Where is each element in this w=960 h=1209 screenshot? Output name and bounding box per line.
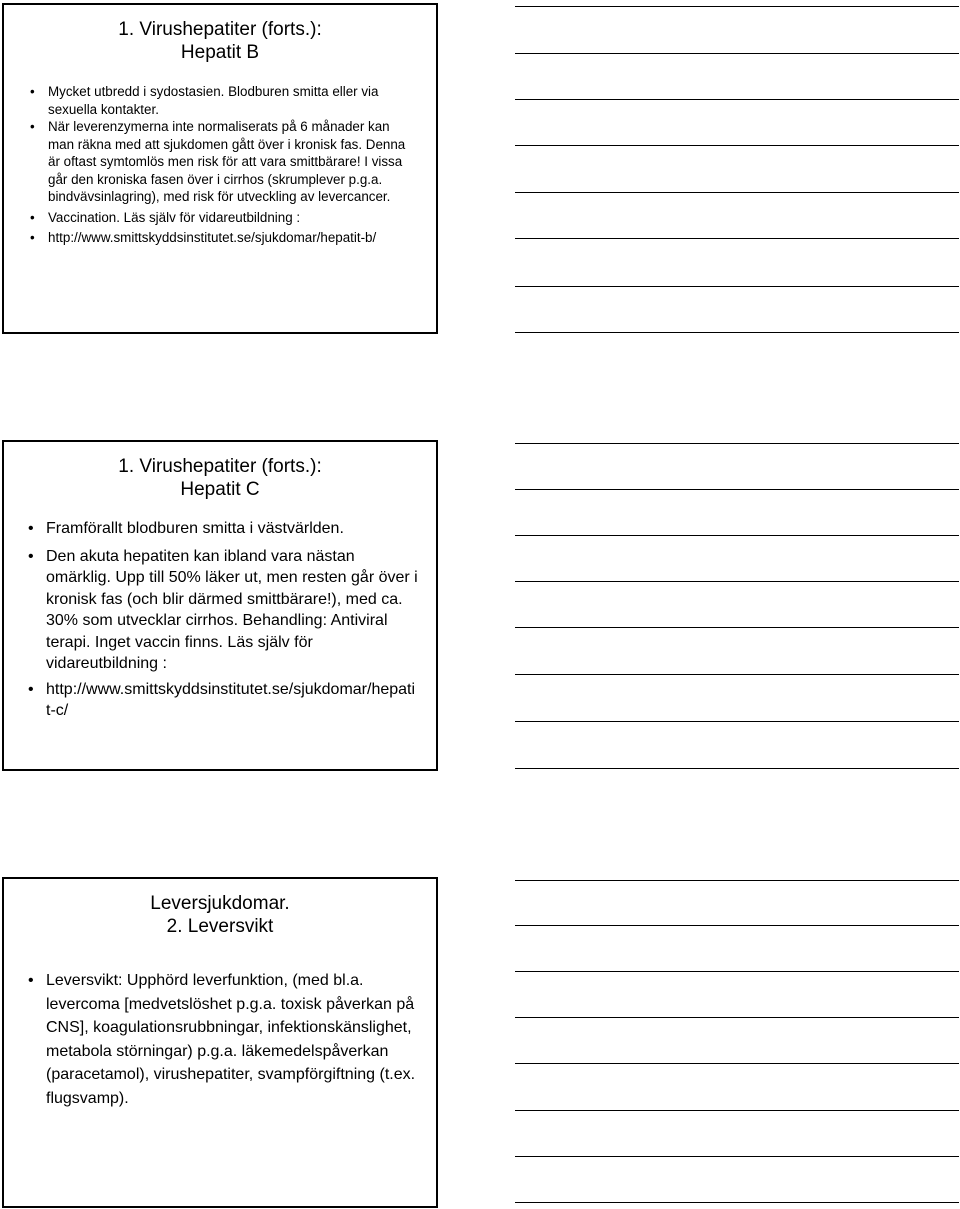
note-line bbox=[515, 238, 959, 239]
note-line bbox=[515, 332, 959, 333]
note-line bbox=[515, 1202, 959, 1203]
note-line bbox=[515, 971, 959, 972]
bullet-item: • Den akuta hepatiten kan ibland vara nästan omärklig. Upp till 50% läker ut, men resten går över i kronisk fas (och blir därmed smittbärare!), med ca. 30% som utvecklar cirrhos. Behandling: Antiviral terapi. Inget vaccin finns. Läs själv för vidareutbildning : bbox=[46, 546, 418, 675]
slide-hepatit-b bbox=[2, 3, 438, 334]
notes-lines-1 bbox=[515, 3, 959, 334]
note-line bbox=[515, 581, 959, 582]
note-line bbox=[515, 880, 959, 881]
bullet-list bbox=[46, 969, 418, 1110]
note-line bbox=[515, 1017, 959, 1018]
bullet-item: • Vaccination. Läs själv för vidareutbildning : bbox=[48, 209, 416, 227]
bullet-item: • Mycket utbredd i sydostasien. Blodburen smitta eller via sexuella kontakter. bbox=[48, 83, 416, 118]
note-line bbox=[515, 674, 959, 675]
note-line bbox=[515, 1156, 959, 1157]
note-line bbox=[515, 145, 959, 146]
slide-leversvikt bbox=[2, 877, 438, 1208]
slide-title bbox=[4, 879, 436, 939]
note-line bbox=[515, 721, 959, 722]
note-line bbox=[515, 443, 959, 444]
note-line bbox=[515, 535, 959, 536]
slide-title bbox=[4, 442, 436, 502]
slide-title-line-2: 2. Leversvikt bbox=[166, 915, 274, 937]
bullet-list bbox=[46, 518, 418, 722]
note-line bbox=[515, 489, 959, 490]
note-line bbox=[515, 99, 959, 100]
note-line bbox=[515, 6, 959, 7]
notes-lines-3 bbox=[515, 877, 959, 1208]
slide-title-line-1: Leversjukdomar. bbox=[150, 893, 290, 914]
note-line bbox=[515, 1110, 959, 1111]
slide-title-line-2: Hepatit B bbox=[180, 41, 260, 63]
note-line bbox=[515, 1063, 959, 1064]
note-line bbox=[515, 768, 959, 769]
note-line bbox=[515, 627, 959, 628]
slide-title-line-1: 1. Virushepatiter (forts.): bbox=[118, 456, 322, 477]
bullet-item: • Leversvikt: Upphörd leverfunktion, (med bl.a. levercoma [medvetslöshet p.g.a. toxisk påverkan på CNS], koagulationsrubbningar, infektionskänslighet, metabola störningar) p.g.a. läkemedelspåverkan (paracetamol), virushepatiter, svampförgiftning (t.ex. flugsvamp). bbox=[46, 969, 418, 1110]
bullet-item-link[interactable]: • http://www.smittskyddsinstitutet.se/sjukdomar/hepatit-b/ bbox=[48, 229, 416, 247]
slide-title-line-1: 1. Virushepatiter (forts.): bbox=[118, 19, 322, 40]
bullet-item: • När leverenzymerna inte normaliserats på 6 månader kan man räkna med att sjukdomen gått över i kronisk fas. Denna är oftast symtomlös men risk för att vara smittbärare! I vissa går den kroniska fasen över i cirrhos (skrumplever p.g.a. bindvävsinlagring), med risk för utveckling av levercancer. bbox=[48, 118, 416, 206]
bullet-list bbox=[48, 83, 416, 247]
notes-lines-2 bbox=[515, 440, 959, 771]
note-line bbox=[515, 53, 959, 54]
bullet-item: • Framförallt blodburen smitta i västvärlden. bbox=[46, 518, 418, 540]
slide-title bbox=[4, 5, 436, 65]
note-line bbox=[515, 192, 959, 193]
slide-title-line-2: Hepatit C bbox=[180, 478, 260, 500]
note-line bbox=[515, 925, 959, 926]
bullet-item-link[interactable]: • http://www.smittskyddsinstitutet.se/sjukdomar/hepatit-c/ bbox=[46, 679, 418, 722]
note-line bbox=[515, 286, 959, 287]
slide-hepatit-c bbox=[2, 440, 438, 771]
